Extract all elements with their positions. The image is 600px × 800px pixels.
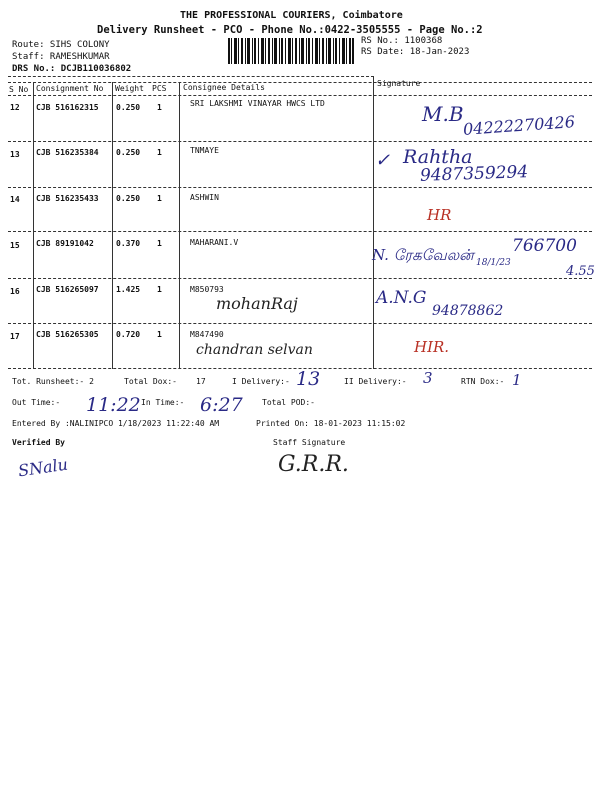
ii-delivery-label: II Delivery:- — [344, 377, 407, 386]
row-signature: N. ரேகவேலன் — [372, 246, 474, 264]
row-phone: 9487359294 — [419, 162, 529, 186]
row-weight: 1.425 — [116, 285, 141, 294]
drs-number: DRS No.: DCJB110036802 — [12, 64, 132, 74]
company-name: THE PROFESSIONAL COURIERS, Coimbatore — [180, 10, 403, 21]
tot-runsheet: Tot. Runsheet:- 2 — [12, 377, 94, 386]
col-header-sno: S No — [9, 85, 29, 94]
row-weight: 0.250 — [116, 103, 141, 112]
row-consignment: CJB 516265305 — [36, 330, 99, 339]
printed-on: Printed On: 18-01-2023 11:15:02 — [256, 419, 406, 428]
out-time-label: Out Time:- — [12, 398, 61, 407]
col-header-consignment: Consignment No — [36, 84, 104, 93]
receiver-name-note: mohanRaj — [216, 294, 298, 313]
runsheet-title: Delivery Runsheet - PCO - Phone No.:0422-3505555 - Page No.:2 — [97, 24, 483, 36]
col-header-consignee: Consignee Details — [183, 83, 265, 92]
row-pcs: 1 — [157, 285, 162, 294]
rtn-dox-value: 1 — [512, 371, 522, 389]
row-pcs: 1 — [157, 239, 162, 248]
row-sno: 16 — [10, 287, 20, 296]
row-consignment: CJB 516265097 — [36, 285, 99, 294]
col-header-signature: Signature — [377, 79, 421, 88]
row-consignee: TNMAYE — [190, 146, 219, 155]
row-time-note: 4.55 — [566, 264, 595, 279]
row-weight: 0.250 — [116, 148, 141, 157]
row-consignment: CJB 89191042 — [36, 239, 94, 248]
row-sno: 14 — [10, 195, 20, 204]
row-consignee: MAHARANI.V — [190, 238, 239, 247]
total-dox-label: Total Dox:- — [124, 377, 177, 386]
barcode — [228, 38, 354, 64]
row-sno: 13 — [10, 150, 20, 159]
route: Route: SIHS COLONY — [12, 40, 110, 50]
row-signature: HR — [427, 206, 452, 224]
row-sno: 17 — [10, 332, 20, 341]
row-signature: HIR. — [414, 338, 450, 356]
row-signature: Rahtha — [403, 146, 473, 168]
row-consignee: M847490 — [190, 330, 224, 339]
row-phone: 04222270426 — [462, 112, 576, 139]
row-consignee: SRI LAKSHMI VINAYAR HWCS LTD — [190, 99, 325, 108]
rs-number: RS No.: 1100368 — [361, 36, 443, 46]
row-date-note: 18/1/23 — [476, 258, 511, 268]
rtn-dox-label: RTN Dox:- — [461, 377, 505, 386]
row-consignee: ASHWIN — [190, 193, 219, 202]
entered-by: Entered By :NALINIPCO 1/18/2023 11:22:40 AM — [12, 419, 220, 428]
row-consignment: CJB 516235384 — [36, 148, 99, 157]
row-weight: 0.720 — [116, 330, 141, 339]
verified-signature: SNalu — [16, 454, 70, 481]
row-weight: 0.250 — [116, 194, 141, 203]
in-time-value: 6:27 — [200, 394, 243, 416]
staff: Staff: RAMESHKUMAR — [12, 52, 110, 62]
col-header-pcs: PCS — [152, 84, 167, 93]
row-consignee: M850793 — [190, 285, 224, 294]
col-header-weight: Weight — [115, 84, 144, 93]
verified-by-label: Verified By — [12, 438, 65, 447]
in-time-label: In Time:- — [141, 398, 185, 407]
row-phone: 94878862 — [432, 303, 504, 319]
total-dox-value: 17 — [196, 377, 206, 386]
row-sno: 15 — [10, 241, 20, 250]
row-signature: A.N.G — [376, 288, 427, 308]
out-time-value: 11:22 — [86, 394, 141, 416]
row-pcs: 1 — [157, 330, 162, 339]
row-pcs: 1 — [157, 148, 162, 157]
staff-signature-label: Staff Signature — [273, 438, 346, 447]
rs-date: RS Date: 18-Jan-2023 — [361, 47, 470, 57]
receiver-name-note: chandran selvan — [196, 342, 313, 358]
row-sno: 12 — [10, 103, 20, 112]
row-pcs: 1 — [157, 103, 162, 112]
row-consignment: CJB 516162315 — [36, 103, 99, 112]
row-weight: 0.370 — [116, 239, 141, 248]
staff-signature: G.R.R. — [278, 452, 349, 477]
i-delivery-label: I Delivery:- — [232, 377, 290, 386]
row-phone: 766700 — [512, 236, 577, 256]
row-signature: M.B — [422, 102, 464, 126]
tick-mark-icon: ✓ — [375, 150, 391, 171]
total-pod-label: Total POD:- — [262, 398, 315, 407]
row-pcs: 1 — [157, 194, 162, 203]
ii-delivery-value: 3 — [423, 369, 433, 387]
row-consignment: CJB 516235433 — [36, 194, 99, 203]
i-delivery-value: 13 — [296, 368, 321, 390]
